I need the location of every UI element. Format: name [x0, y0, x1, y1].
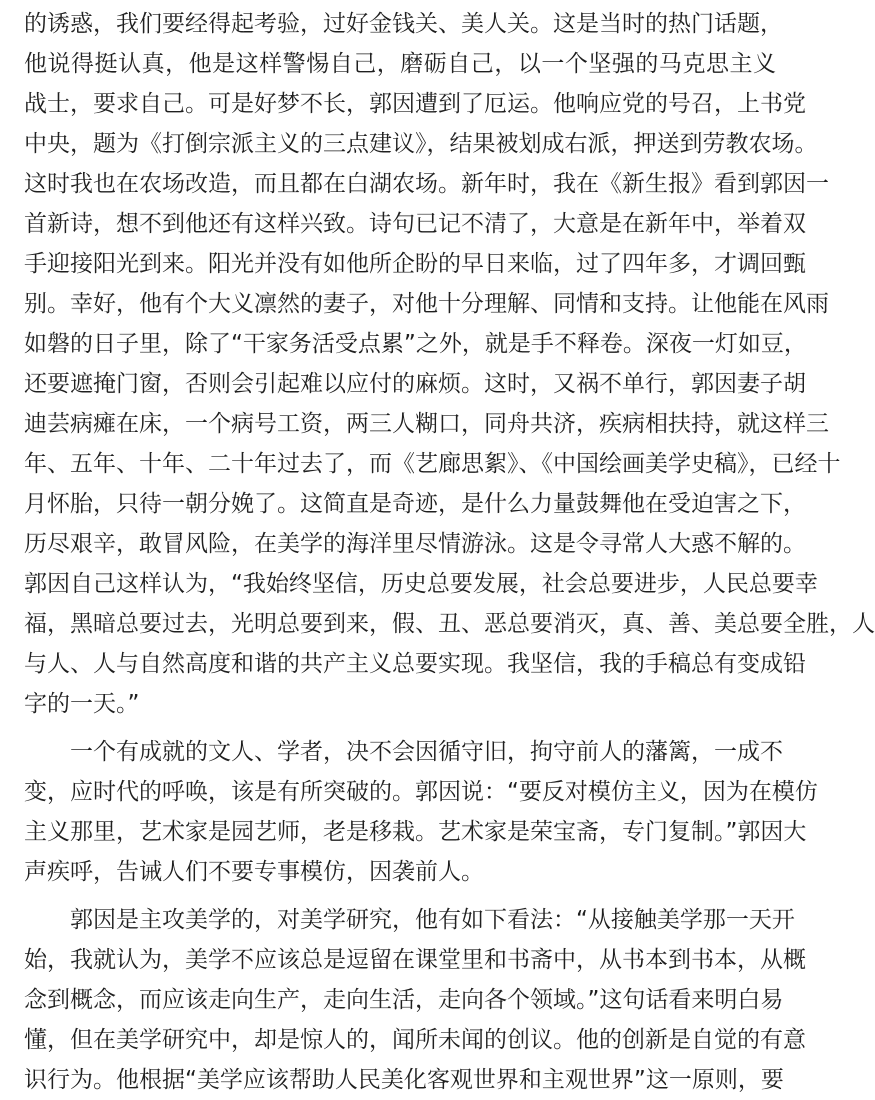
- text-line: 字的一天。”: [24, 691, 140, 717]
- text-line: 念到概念，而应该走向生产，走向生活，走向各个领域。”这句话看来明白易: [24, 987, 784, 1013]
- text-line: 的诱惑，我们要经得起考验，过好金钱关、美人关。这是当时的热门话题，: [24, 11, 783, 37]
- text-line: 战士，要求自己。可是好梦不长，郭因遭到了厄运。他响应党的号召，上书党: [24, 91, 806, 117]
- text-line: 始，我就认为，美学不应该总是逗留在课堂里和书斋中，从书本到书本，从概: [24, 947, 806, 973]
- text-line: 懂，但在美学研究中，却是惊人的，闻所未闻的创议。他的创新是自觉的有意: [24, 1027, 806, 1053]
- text-line: 年、五年、十年、二十年过去了，而《艺廊思絮》、《中国绘画美学史稿》，已经十: [24, 451, 841, 477]
- text-line: 首新诗，想不到他还有这样兴致。诗句已记不清了，大意是在新年中，举着双: [24, 211, 806, 237]
- text-line: 迪芸病瘫在床，一个病号工资，两三人糊口，同舟共济，疾病相扶持，就这样三: [24, 411, 829, 437]
- text-line: 郭因自己这样认为，“我始终坚信，历史总要发展，社会总要进步，人民总要幸: [24, 571, 818, 597]
- text-line: 这时我也在农场改造，而且都在白湖农场。新年时，我在《新生报》看到郭因一: [24, 171, 829, 197]
- text-line: 他说得挺认真，他是这样警惕自己，磨砺自己，以一个坚强的马克思主义: [24, 51, 776, 77]
- paragraph-first-line: 郭因是主攻美学的，对美学研究，他有如下看法：“从接触美学那一天开: [70, 907, 795, 933]
- text-line: 中央，题为《打倒宗派主义的三点建议》，结果被划成右派，押送到劳教农场。: [24, 131, 818, 157]
- text-line: 识行为。他根据“美学应该帮助人民美化客观世界和主观世界”这一原则，要: [24, 1067, 784, 1093]
- text-line: 别。幸好，他有个大义凛然的妻子，对他十分理解、同情和支持。让他能在风雨: [24, 291, 829, 317]
- text-line: 如磐的日子里，除了“干家务活受点累”之外，就是手不释卷。深夜一灯如豆，: [24, 331, 807, 357]
- paragraph-first-line: 一个有成就的文人、学者，决不会因循守旧，拘守前人的藩篱，一成不: [70, 739, 783, 765]
- text-line: 手迎接阳光到来。阳光并没有如他所企盼的早日来临，过了四年多，才调回甄: [24, 251, 806, 277]
- text-line: 声疾呼，告诫人们不要专事模仿，因袭前人。: [24, 859, 484, 885]
- text-line: 福，黑暗总要过去，光明总要到来，假、丑、恶总要消灭，真、善、美总要全胜，人: [24, 611, 875, 637]
- text-line: 与人、人与自然高度和谐的共产主义总要实现。我坚信，我的手稿总有变成铅: [24, 651, 806, 677]
- text-line: 主义那里，艺术家是园艺师，老是移栽。艺术家是荣宝斋，专门复制。”郭因大: [24, 819, 807, 845]
- text-line: 还要遮掩门窗，否则会引起难以应付的麻烦。这时，又祸不单行，郭因妻子胡: [24, 371, 806, 397]
- text-line: 变，应时代的呼唤，该是有所突破的。郭因说：“要反对模仿主义，因为在模仿: [24, 779, 818, 805]
- text-line: 月怀胎，只待一朝分娩了。这简直是奇迹，是什么力量鼓舞他在受迫害之下，: [24, 491, 806, 517]
- text-line: 历尽艰辛，敢冒风险，在美学的海洋里尽情游泳。这是令寻常人大惑不解的。: [24, 531, 806, 557]
